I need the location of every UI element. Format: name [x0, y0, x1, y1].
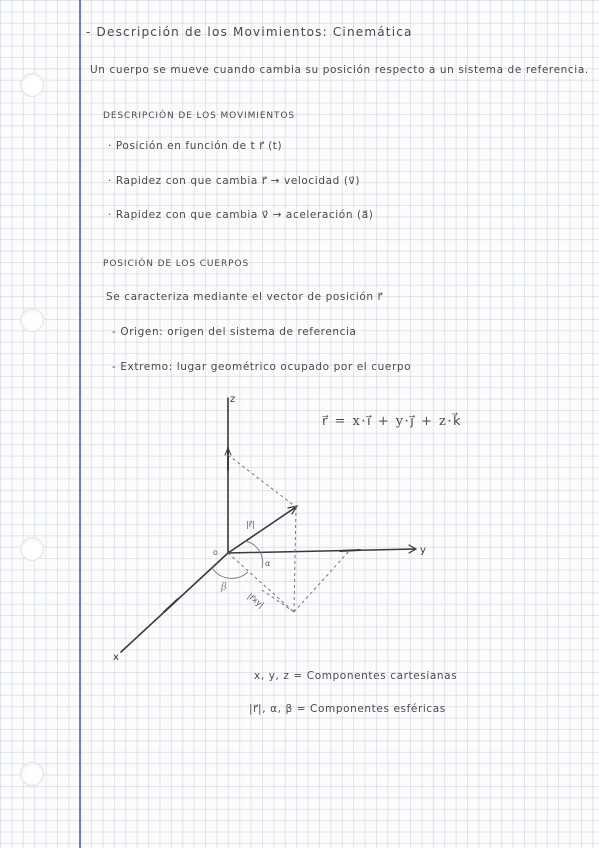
vector-modulus-label: |r⃗| [246, 520, 255, 529]
intro-text: Un cuerpo se mueve cuando cambia su posición respecto a un sistema de referencia. [90, 64, 589, 76]
z-axis-label: z [230, 394, 236, 405]
origin-label: o [213, 548, 218, 557]
list-item-velocity: · Rapidez con que cambia r⃗ → velocidad (v⃗) [108, 175, 361, 187]
position-vector-text: Se caracteriza mediante el vector de posición r⃗ [106, 291, 383, 303]
y-axis [228, 549, 415, 553]
unit-vector-j [340, 550, 360, 551]
x-axis-label: x [113, 652, 119, 663]
y-axis-label: y [420, 545, 426, 556]
projection-y-line [294, 550, 350, 612]
cartesian-components-note: x, y, z = Componentes cartesianas [254, 670, 458, 682]
position-vector-r [228, 507, 296, 553]
projection-z-line [228, 455, 296, 507]
beta-label: β [221, 582, 227, 593]
section-heading-movements: DESCRIPCIÓN DE LOS MOVIMIENTOS [103, 111, 296, 121]
beta-arc [212, 568, 248, 578]
unit-vector-i [164, 599, 178, 612]
alpha-label: α [265, 559, 271, 568]
projection-x-line [262, 590, 294, 612]
projection-xy-label: |r⃗xy| [245, 591, 266, 610]
alpha-arc [245, 541, 263, 568]
spherical-components-note: |r⃗|, α, β = Componentes esféricas [249, 703, 446, 715]
list-item-acceleration: · Rapidez con que cambia v⃗ → aceleración (a⃗) [108, 209, 374, 221]
projection-vertical-line [294, 507, 296, 612]
extreme-text: - Extremo: lugar geométrico ocupado por el cuerpo [112, 361, 412, 373]
vector-equation: r⃗ = x·i⃗ + y·j⃗ + z·k⃗ [322, 414, 462, 429]
section-heading-position: POSICIÓN DE LOS CUERPOS [103, 259, 250, 269]
page-title: - Descripción de los Movimientos: Cinemática [86, 25, 413, 39]
origin-text: - Origen: origen del sistema de referencia [112, 326, 357, 338]
list-item-position: · Posición en función de t r⃗ (t) [108, 140, 283, 152]
